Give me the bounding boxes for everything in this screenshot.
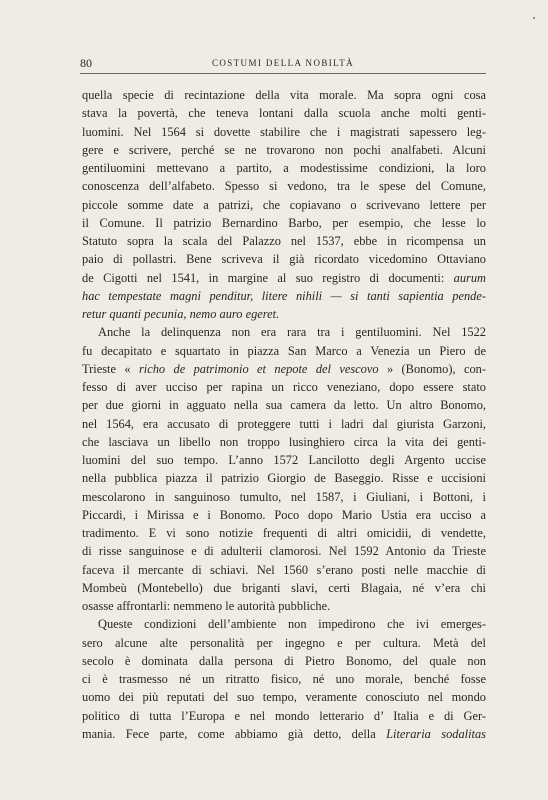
text-line: piccole somme date a patrizi, che copiavano o scrivevano lettere per <box>82 197 486 212</box>
italic-text-segment: aurum <box>453 270 486 285</box>
text-line: fesso di aver ucciso per rapina un ricco veneziano, dopo essere stato <box>82 380 486 394</box>
text-line: quella specie di recintazione della vita morale. Ma sopra ogni cosa <box>82 88 486 102</box>
text-line: gentiluomini mettevano a partito, a modestissime condizioni, la loro <box>82 161 486 175</box>
text-line: sero alcune alte personalità per ingegno e per cultura. Metà del <box>82 635 486 650</box>
text-line: uomo dei più reputati del suo tempo, veramente conosciuto nel mondo <box>82 690 486 705</box>
text-line: Anche la delinquenza non era rara tra i gentiluomini. Nel 1522 <box>98 325 486 340</box>
header-rule <box>80 73 486 74</box>
text-line: retur quanti pecunia, nemo auro egeret. <box>82 307 280 321</box>
running-title: COSTUMI DELLA NOBILTÀ <box>211 58 355 68</box>
text-line: di risse sanguinose e di adulterii clamorosi. Nel 1592 Antonio da Trieste <box>82 544 486 559</box>
text-line: paio di pollastri. Bene scriveva il già ricordato vicedomino Ottaviano <box>82 252 486 267</box>
body-text <box>82 86 486 743</box>
italic-text-segment: richo de patrimonio et nepote del vescovo <box>138 361 379 376</box>
text-line: Statuto sopra la scala del Palazzo nel 1537, ebbe in ricompensa un <box>82 234 486 248</box>
text-line: il Comune. Il patrizio Bernardino Barbo, per esempio, che lesse lo <box>82 215 486 230</box>
text-segment: de Cigotti nel 1541, in margine al suo registro di documenti: <box>82 270 454 285</box>
text-line: politico di tutta l’Europa e nel mondo letterario d’ Italia e di Ger- <box>82 708 486 723</box>
text-line: nella pubblica piazza il patrizio Giorgio de Baseggio. Risse e uccisioni <box>82 471 486 486</box>
text-line: stava la povertà, che teneva lontani dalla scuola anche molti genti- <box>82 106 486 121</box>
text-line: gere e scrivere, perché se ne trovarono non pochi analfabeti. Alcuni <box>82 142 486 157</box>
text-segment: » (Bonomo), con- <box>378 361 486 376</box>
text-line: luomini del suo tempo. L’anno 1572 Lancilotto degli Argento uccise <box>82 453 486 467</box>
page-number: 80 <box>80 56 92 70</box>
text-segment: Trieste « <box>82 361 139 376</box>
text-line: luomini. Nel 1564 si dovette stabilire che i magistrati sapessero leg- <box>82 124 486 139</box>
text-line: faceva il mercante di schiavi. Nel 1560 s’erano posti nelle macchie di <box>82 562 486 577</box>
text-line: fu decapitato e squartato in piazza San Marco a Venezia un Piero de <box>82 343 486 358</box>
text-line: osasse affrontarli: nemmeno le autorità pubbliche. <box>82 599 331 613</box>
text-line: che lasciava un libello non troppo lusinghiero circa la vita dei genti- <box>82 434 486 449</box>
text-line: Mombeù (Montebello) due briganti slavi, certi Blagaia, né v’era chi <box>82 580 486 595</box>
text-line: secolo è dominata dalla persona di Pietro Bonomo, del quale non <box>82 653 486 668</box>
page-speck <box>533 17 535 19</box>
text-line: Piccardi, i Mirissa e i Bonomo. Poco dopo Mario Ustia era ucciso a <box>82 507 486 522</box>
text-line: ci è trasmesso né un ritratto fisico, né uno morale, benché fosse <box>82 672 486 686</box>
text-line: mescolarono in sanguinoso tumulto, nel 1587, i Giuliani, i Bottoni, i <box>82 489 486 504</box>
text-segment: mania. Fece parte, come abbiamo già detto, della <box>82 726 387 741</box>
text-line: conoscenza dell’alfabeto. Spesso si vedono, tra le spese del Comune, <box>82 179 486 194</box>
text-line: tradimento. E vi sono notizie frequenti di altri omicidii, di vendette, <box>82 526 486 540</box>
page-header <box>80 56 486 72</box>
text-line <box>82 725 486 743</box>
text-line: hac tempestate magni penditur, litere nihili — si tanti sapientia pende- <box>82 288 486 303</box>
text-line: Queste condizioni dell’ambiente non impedirono che ivi emerges- <box>98 617 486 632</box>
text-line <box>82 360 486 378</box>
text-line: nel 1564, era accusato di proteggere tutti i ladri dal giurista Garzoni, <box>82 416 486 431</box>
text-line: per due giorni in agguato nella sua camera da letto. Un altro Bonomo, <box>82 398 486 413</box>
italic-text-segment: Literaria sodalitas <box>386 726 486 741</box>
text-line <box>82 269 486 287</box>
